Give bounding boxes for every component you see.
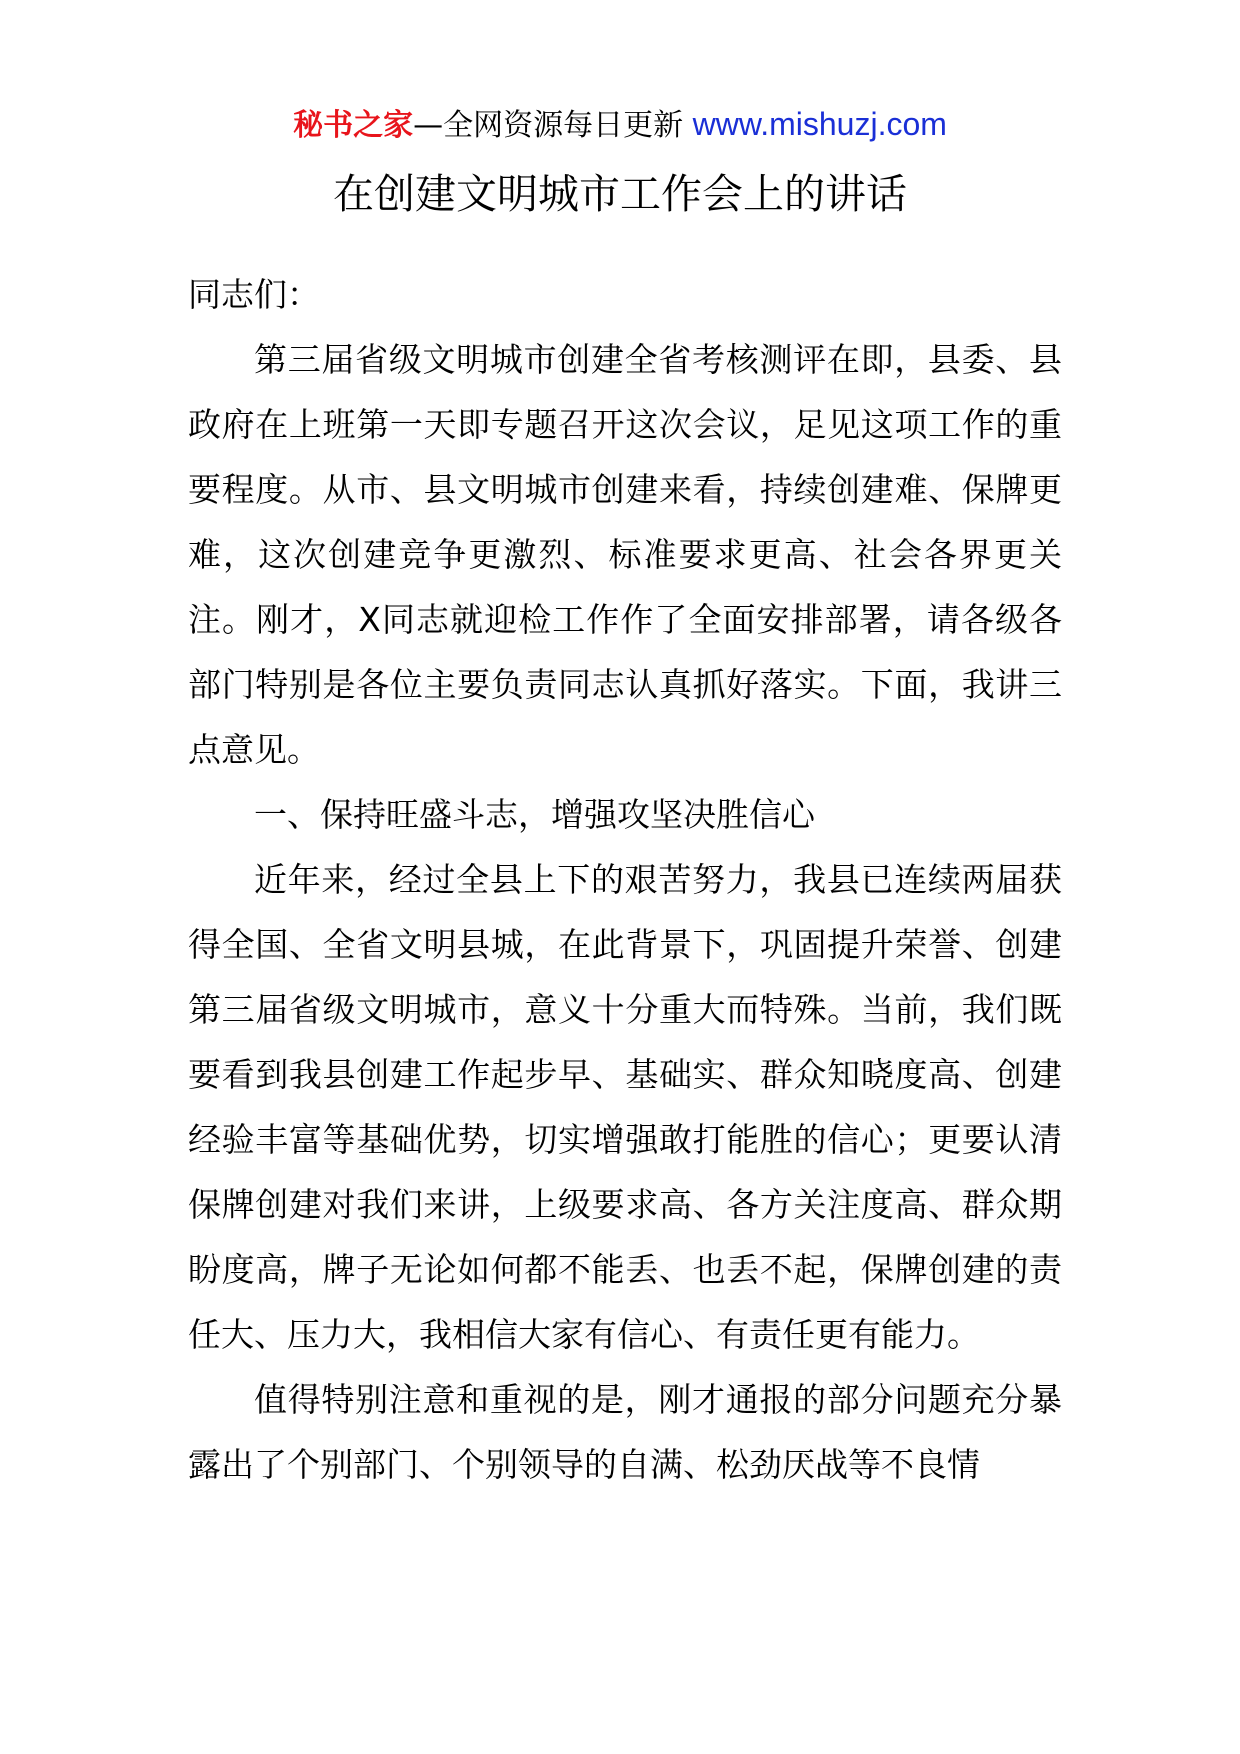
document-title: 在创建文明城市工作会上的讲话 — [333, 170, 907, 218]
site-url[interactable]: www.mishuzj.com — [692, 106, 947, 142]
paragraph-background: 近年来，经过全县上下的艰苦努力，我县已连续两届获得全国、全省文明县城，在此背景下，巩固提升荣誉、创建第三届省级文明城市，意义十分重大而特殊。当前，我们既要看到我县创建工作起步早、基础实、群众知晓度高、创建经验丰富等基础优势，切实增强敢打能胜的信心；更要认清保牌创建对我们来讲，上级要求高、各方关注度高、群众期盼度高，牌子无论如何都不能丢、也丢不起，保牌创建的责任大、压力大，我相信大家有信心、有责任更有能力。 — [188, 860, 1062, 1354]
document-body — [188, 262, 1062, 1497]
brand-name: 秘书之家 — [293, 108, 414, 143]
salutation: 同志们： — [188, 275, 320, 314]
paragraph-intro: 第三届省级文明城市创建全省考核测评在即，县委、县政府在上班第一天即专题召开这次会议，足见这项工作的重要程度。从市、县文明城市创建来看，持续创建难、保牌更难，这次创建竞争更激烈、标准要求更高、社会各界更关注。刚才，X同志就迎检工作作了全面安排部署，请各级各部门特别是各位主要负责同志认真抓好落实。下面，我讲三点意见。 — [188, 340, 1062, 769]
section-heading-1: 一、保持旺盛斗志，增强攻坚决胜信心 — [254, 795, 815, 834]
header-tagline: —全网资源每日更新 — [413, 108, 693, 143]
site-header — [0, 100, 1240, 150]
paragraph-attention: 值得特别注意和重视的是，刚才通报的部分问题充分暴露出了个别部门、个别领导的自满、松劲厌战等不良情 — [188, 1380, 1062, 1484]
